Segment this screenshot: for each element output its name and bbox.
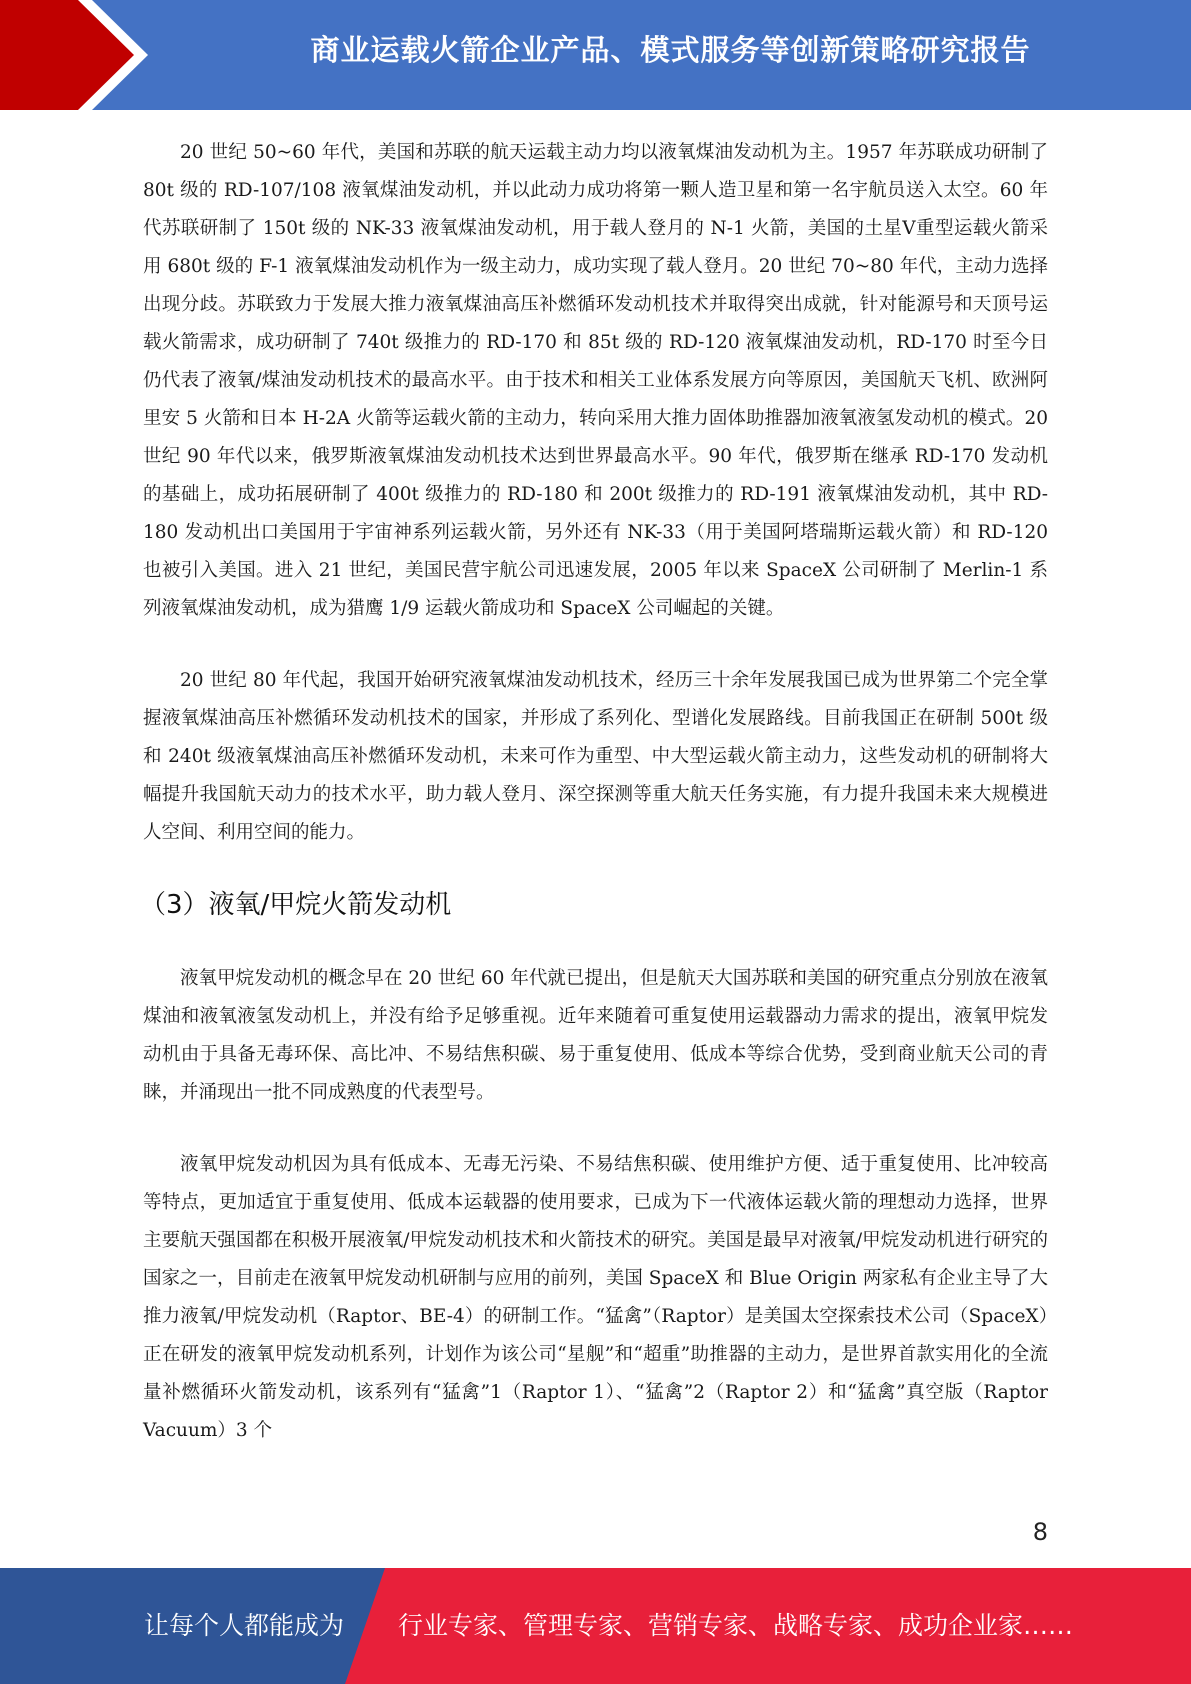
paragraph: 20 世纪 80 年代起，我国开始研究液氧煤油发动机技术，经历三十余年发展我国已成为世界第二个完全掌握液氧煤油高压补燃循环发动机技术的国家，并形成了系列化、型谱化发展路线。目前我国正在研制 500t 级和 240t 级液氧煤油高压补燃循环发动机，未来可作为重型、中大型运载火箭主动力，这些发动机的研制将大幅提升我国航天动力的技术水平，助力载人登月、深空探测等重大航天任务实施，有力提升我国未来大规模进人空间、利用空间的能力。 — [143, 670, 1048, 843]
page-number: 8 — [1032, 1518, 1048, 1546]
footer-slogan-left: 让每个人都能成为 — [144, 1611, 345, 1640]
section-heading: （3）液氧/甲烷火箭发动机 — [140, 890, 452, 920]
page-footer — [0, 1568, 1191, 1684]
footer-slogan-right: 行业专家、管理专家、营销专家、战略专家、成功企业家…… — [398, 1611, 1074, 1640]
paragraph: 20 世纪 50~60 年代，美国和苏联的航天运载主动力均以液氧煤油发动机为主。1957 年苏联成功研制了 80t 级的 RD-107/108 液氧煤油发动机，并以此动力成功将第一颗人造卫星和第一名宇航员送入太空。60 年代苏联研制了 150t 级的 NK-33 液氧煤油发动机，用于载人登月的 N-1 火箭，美国的土星Ⅴ重型运载火箭采用 680t 级的 F-1 液氧煤油发动机作为一级主动力，成功实现了载人登月。20 世纪 70~80 年代，主动力选择出现分歧。苏联致力于发展大推力液氧煤油高压补燃循环发动机技术并取得突出成就，针对能源号和天顶号运载火箭需求，成功研制了 740t 级推力的 RD-170 和 85t 级的 RD-120 液氧煤油发动机，RD-170 时至今日仍代表了液氧/煤油发动机技术的最高水平。由于技术和相关工业体系发展方向等原因，美国航天飞机、欧洲阿里安 5 火箭和日本 H-2A 火箭等运载火箭的主动力，转向采用大推力固体助推器加液氧液氢发动机的模式。20 世纪 90 年代以来，俄罗斯液氧煤油发动机技术达到世界最高水平。90 年代，俄罗斯在继承 RD-170 发动机的基础上，成功拓展研制了 400t 级推力的 RD-180 和 200t 级推力的 RD-191 液氧煤油发动机，其中 RD-180 发动机出口美国用于宇宙神系列运载火箭，另外还有 NK-33（用于美国阿塔瑞斯运载火箭）和 RD-120 也被引入美国。进入 21 世纪，美国民营宇航公司迅速发展，2005 年以来 SpaceX 公司研制了 Merlin-1 系列液氧煤油发动机，成为猎鹰 1/9 运载火箭成功和 SpaceX 公司崛起的关键。 — [143, 142, 1048, 619]
header-arrow-decoration — [0, 0, 160, 110]
report-title: 商业运载火箭企业产品、模式服务等创新策略研究报告 — [310, 33, 1031, 67]
page-header — [0, 0, 1191, 110]
paragraph: 液氧甲烷发动机因为具有低成本、无毒无污染、不易结焦积碳、使用维护方便、适于重复使用、比冲较高等特点，更加适宜于重复使用、低成本运载器的使用要求，已成为下一代液体运载火箭的理想动力选择，世界主要航天强国都在积极开展液氧/甲烷发动机技术和火箭技术的研究。美国是最早对液氧/甲烷发动机进行研究的国家之一，目前走在液氧甲烷发动机研制与应用的前列，美国 SpaceX 和 Blue Origin 两家私有企业主导了大推力液氧/甲烷发动机（Raptor、BE-4）的研制工作。“猛禽”（Raptor）是美国太空探索技术公司（SpaceX）正在研发的液氧甲烷发动机系列，计划作为该公司“星舰”和“超重”助推器的主动力，是世界首款实用化的全流量补燃循环火箭发动机，该系列有“猛禽”1（Raptor 1）、“猛禽”2（Raptor 2）和“猛禽”真空版（Raptor Vacuum）3 个 — [143, 1154, 1048, 1441]
document-body — [140, 134, 1048, 1450]
paragraph: 液氧甲烷发动机的概念早在 20 世纪 60 年代就已提出，但是航天大国苏联和美国的研究重点分别放在液氧煤油和液氧液氢发动机上，并没有给予足够重视。近年来随着可重复使用运载器动力需求的提出，液氧甲烷发动机由于具备无毒环保、高比冲、不易结焦积碳、易于重复使用、低成本等综合优势，受到商业航天公司的青睐，并涌现出一批不同成熟度的代表型号。 — [143, 968, 1048, 1103]
